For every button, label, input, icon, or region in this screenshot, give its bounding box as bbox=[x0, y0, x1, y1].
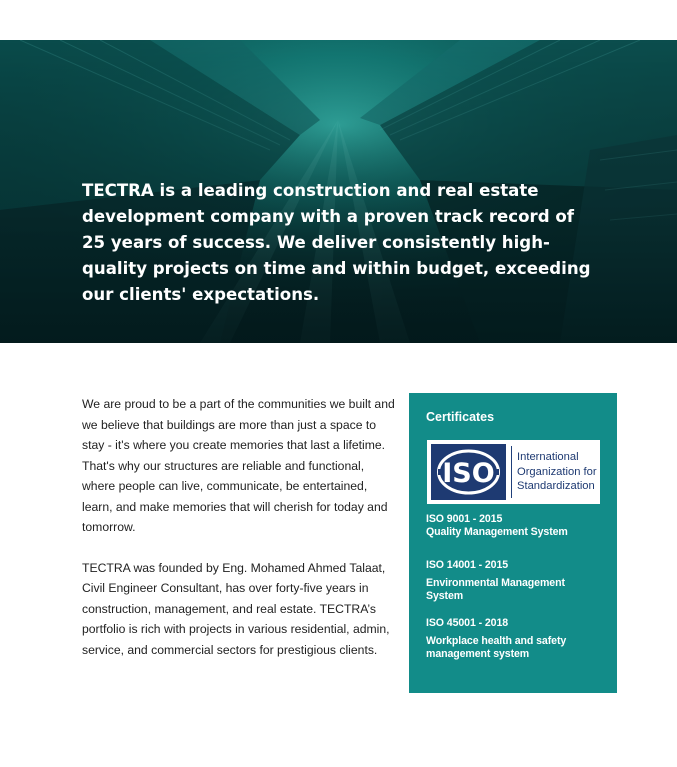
iso-divider bbox=[511, 446, 512, 498]
iso-logo bbox=[431, 444, 506, 500]
iso-mark: ISO bbox=[442, 458, 495, 489]
about-paragraph: We are proud to be a part of the communities we built and we believe that buildings are more than just a space to stay - it's where you create memories that last a lifetime. That's why our structures are reliable and functional, where people can live, communicate, be entertained, learn, and make memories that will cherish for today and tomorrow. bbox=[82, 397, 395, 534]
about-text bbox=[82, 394, 400, 680]
certificate-description: Workplace health and safety bbox=[426, 635, 567, 647]
certificates-title: Certificates bbox=[426, 410, 495, 424]
hero-banner bbox=[0, 40, 677, 343]
certificate-item bbox=[426, 617, 606, 661]
certificate-description: Quality Management System bbox=[426, 526, 568, 538]
hero-statement: TECTRA is a leading construction and real estate development company with a proven track record of 25 years of success. We deliver consistently high-quality projects on time and within budget, exceeding our clients' expectations. bbox=[82, 181, 591, 304]
iso-logo-box bbox=[427, 440, 600, 504]
certificate-item bbox=[426, 559, 606, 603]
certificate-code: ISO 14001 - 2015 bbox=[426, 559, 509, 571]
certificate-description: System bbox=[426, 590, 464, 602]
certificate-description: management system bbox=[426, 648, 530, 660]
certificates-panel bbox=[409, 393, 617, 693]
iso-name-line: Organization for bbox=[517, 465, 597, 478]
certificate-code: ISO 45001 - 2018 bbox=[426, 617, 509, 629]
about-paragraph: TECTRA was founded by Eng. Mohamed Ahmed Talaat, Civil Engineer Consultant, has over forty-five years in construction, management, and real estate. TECTRA’s portfolio is rich with projects in various residential, admin, service, and commercial sectors for prestigious clients. bbox=[82, 560, 390, 657]
certificate-item bbox=[426, 513, 606, 539]
iso-name-line: International bbox=[517, 451, 579, 463]
iso-organization-name bbox=[517, 450, 599, 494]
certificate-code: ISO 9001 - 2015 bbox=[426, 513, 503, 525]
certificate-description: Environmental Management bbox=[426, 577, 565, 589]
iso-name-line: Standardization bbox=[517, 480, 595, 492]
